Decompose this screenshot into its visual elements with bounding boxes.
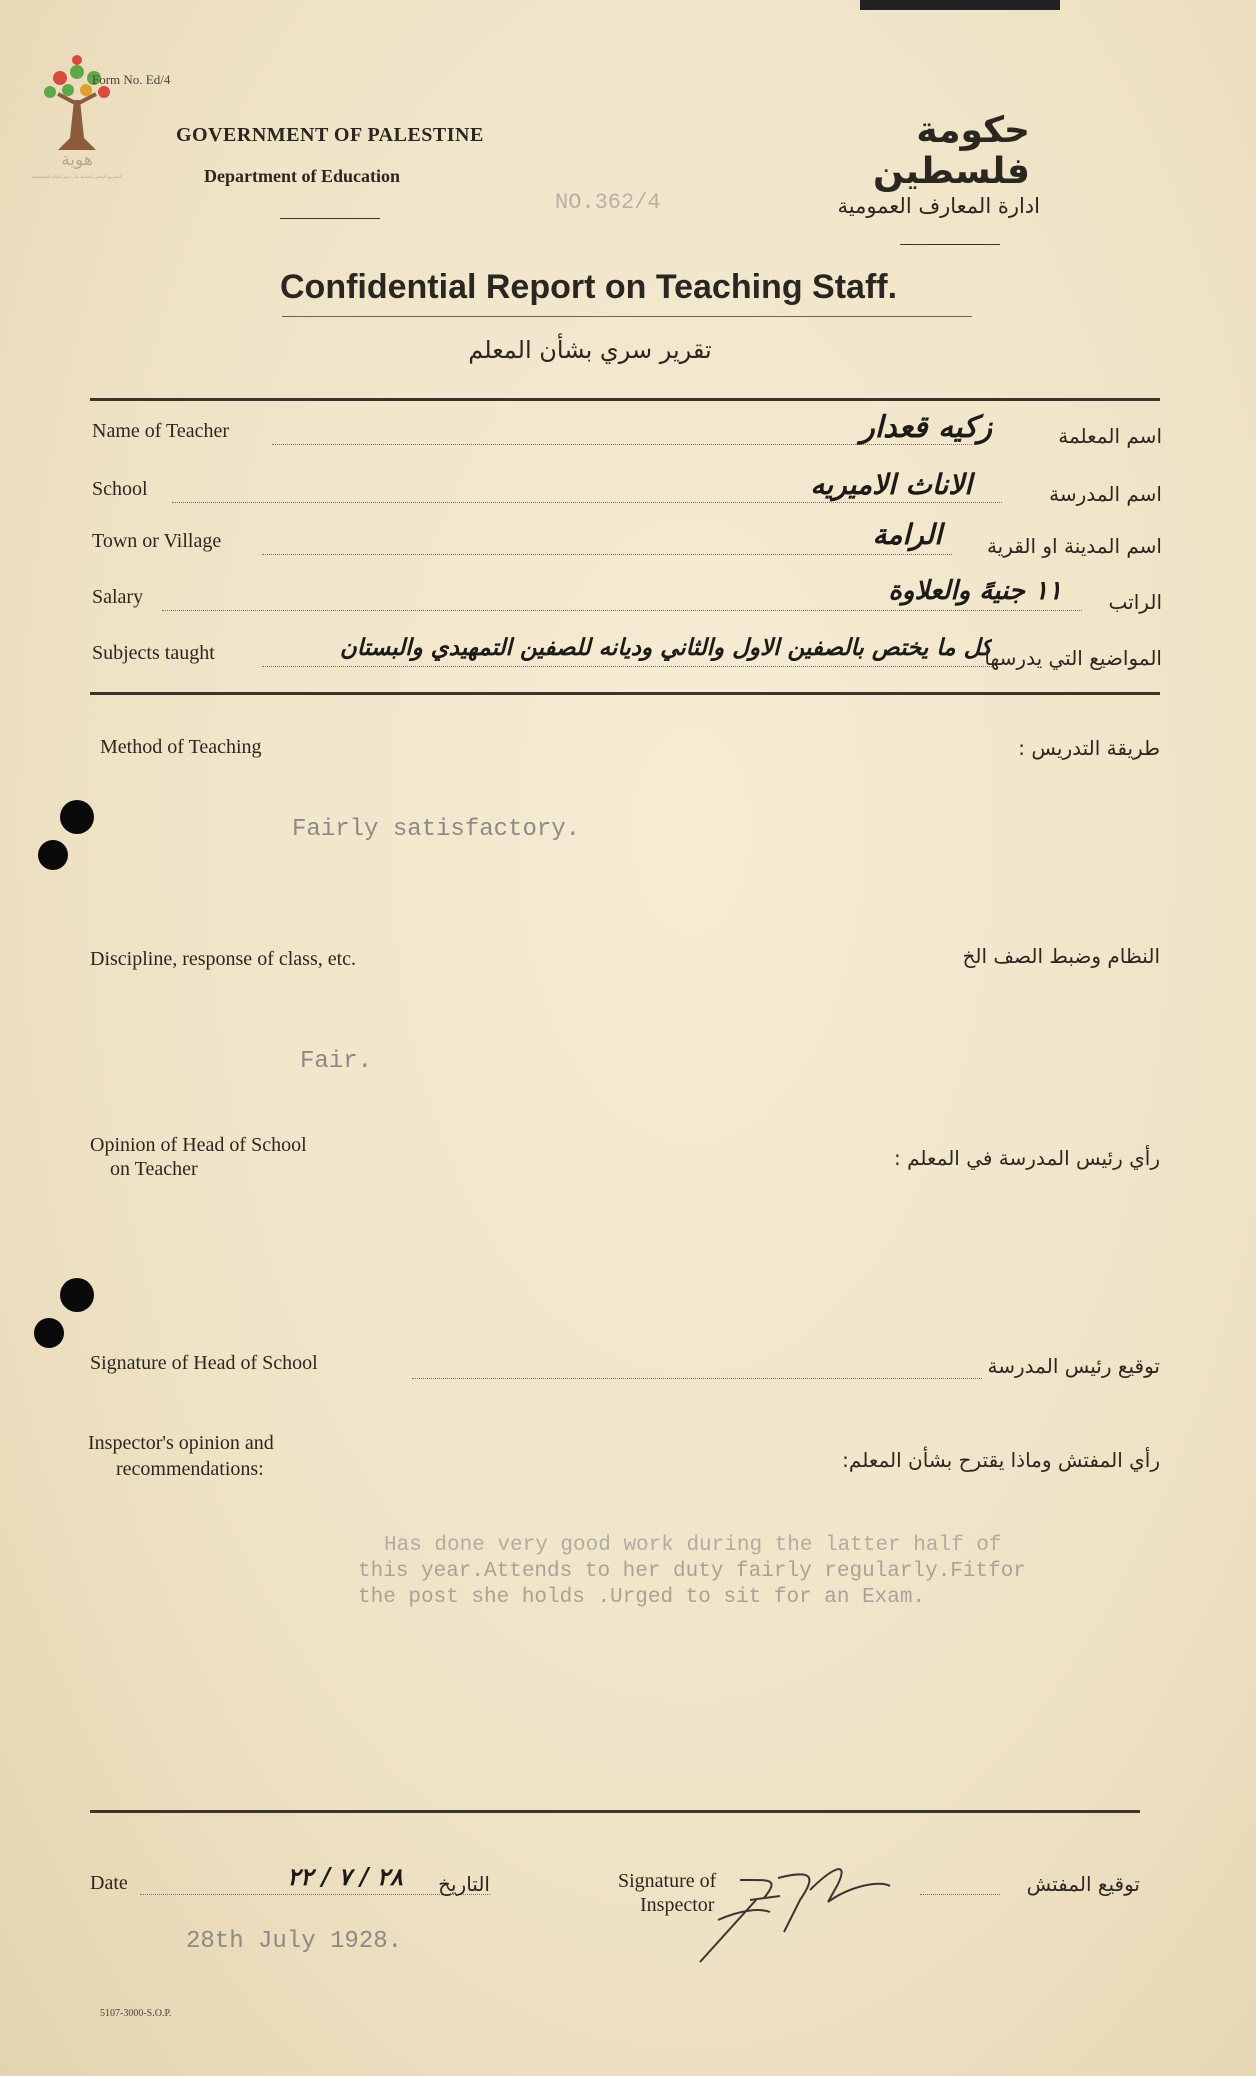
department-en: Department of Education bbox=[204, 166, 400, 186]
dotted-line bbox=[262, 666, 992, 667]
head-signature-line bbox=[412, 1378, 982, 1379]
discipline-label-ar: النظام وضبط الصف الخ bbox=[962, 944, 1160, 968]
report-title-ar: تقرير سري بشأن المعلم bbox=[468, 336, 712, 364]
dotted-line bbox=[262, 554, 952, 555]
field-value: الرامة bbox=[872, 518, 942, 551]
field-label-en: Salary bbox=[92, 586, 144, 608]
field-row-school bbox=[92, 468, 1162, 514]
government-ar: حكومة فلسطين bbox=[872, 110, 1030, 192]
logo-text: هوية bbox=[61, 150, 93, 170]
top-rule bbox=[90, 398, 1160, 401]
inspector-signature-scribble bbox=[660, 1840, 940, 1970]
field-label-ar: المواضيع التي يدرسها bbox=[984, 646, 1162, 670]
punch-hole bbox=[34, 1318, 64, 1348]
field-label-en: Name of Teacher bbox=[92, 420, 230, 442]
date-label: Date bbox=[90, 1872, 128, 1894]
inspector-signature-label-2: Inspector bbox=[640, 1894, 715, 1916]
head-signature-label-en: Signature of Head of School bbox=[90, 1352, 318, 1374]
date-label-ar: التاريخ bbox=[438, 1872, 490, 1896]
field-row-town bbox=[92, 518, 1162, 566]
head-opinion-label-en-1: Opinion of Head of School bbox=[90, 1134, 307, 1156]
head-opinion-label-ar: رأي رئيس المدرسة في المعلم : bbox=[893, 1146, 1160, 1170]
footer-rule bbox=[90, 1810, 1140, 1813]
reference-number: NO.362/4 bbox=[555, 190, 661, 215]
logo-subtext: المشروع الوطني للحفاظ على جذور العائلة الفلسطينية bbox=[31, 174, 123, 179]
method-value: Fairly satisfactory. bbox=[292, 816, 581, 843]
inspector-text-line-1: Has done very good work during the latter half of bbox=[384, 1534, 1002, 1557]
discipline-value: Fair. bbox=[300, 1048, 373, 1075]
inspector-signature-label-ar: توقيع المفتش bbox=[1026, 1872, 1140, 1896]
inspector-text-line-3: the post she holds .Urged to sit for an Exam. bbox=[358, 1586, 926, 1609]
discipline-label-en: Discipline, response of class, etc. bbox=[90, 948, 357, 970]
form-number: Form No. Ed/4 bbox=[92, 72, 171, 87]
date-typed: 28th July 1928. bbox=[186, 1928, 403, 1955]
field-row-subjects bbox=[92, 634, 1162, 678]
field-row-salary bbox=[92, 576, 1162, 622]
head-opinion-label-en-2: on Teacher bbox=[110, 1158, 198, 1180]
punch-hole bbox=[38, 840, 68, 870]
field-row-name bbox=[92, 410, 1162, 456]
field-value: زكيه قعدار bbox=[860, 410, 992, 445]
printer-code: 5107-3000-S.O.P. bbox=[100, 2008, 172, 2019]
punch-hole bbox=[60, 1278, 94, 1312]
report-title: Confidential Report on Teaching Staff. bbox=[280, 268, 898, 306]
inspector-opinion-label-en-2: recommendations: bbox=[116, 1458, 264, 1480]
scan-edge bbox=[860, 0, 1060, 10]
date-value-ar: ٢٨ / ٧ / ٢٢ bbox=[287, 1862, 403, 1891]
header-divider-left bbox=[280, 218, 380, 219]
inspector-opinion-label-en-1: Inspector's opinion and bbox=[88, 1432, 274, 1454]
field-label-ar: الراتب bbox=[1108, 590, 1162, 614]
fields-bottom-rule bbox=[90, 692, 1160, 695]
field-label-ar: اسم المدينة او القرية bbox=[986, 534, 1162, 558]
inspector-opinion-label-ar: رأي المفتش وماذا يقترح بشأن المعلم: bbox=[842, 1448, 1160, 1472]
title-underline bbox=[282, 316, 972, 317]
field-value: ١١ جنيهً والعلاوة bbox=[888, 576, 1062, 606]
field-label-en: Town or Village bbox=[92, 530, 222, 552]
head-signature-label-ar: توقيع رئيس المدرسة bbox=[987, 1354, 1160, 1378]
government-en: GOVERNMENT OF PALESTINE bbox=[176, 124, 484, 146]
field-value: كل ما يختص بالصفين الاول والثاني وديانه للصفين التمهيدي والبستان bbox=[339, 634, 992, 661]
department-ar: ادارة المعارف العمومية bbox=[837, 194, 1040, 218]
punch-hole bbox=[60, 800, 94, 834]
field-value: الاناث الاميريه bbox=[810, 468, 972, 501]
field-label-ar: اسم المعلمة bbox=[1058, 424, 1162, 448]
dotted-line bbox=[162, 610, 1082, 611]
inspector-text-line-2: this year.Attends to her duty fairly regularly.Fitfor bbox=[358, 1560, 1026, 1583]
field-label-en: School bbox=[92, 478, 148, 500]
method-label-en: Method of Teaching bbox=[100, 736, 262, 758]
method-label-ar: طريقة التدريس : bbox=[1018, 736, 1160, 760]
field-label-en: Subjects taught bbox=[92, 642, 215, 664]
field-label-ar: اسم المدرسة bbox=[1049, 482, 1162, 506]
header-divider-right bbox=[900, 244, 1000, 245]
dotted-line bbox=[172, 502, 1002, 503]
inspector-signature-label-1: Signature of bbox=[618, 1870, 717, 1892]
tree-icon bbox=[38, 54, 116, 154]
inspector-signature-line bbox=[920, 1894, 1000, 1895]
